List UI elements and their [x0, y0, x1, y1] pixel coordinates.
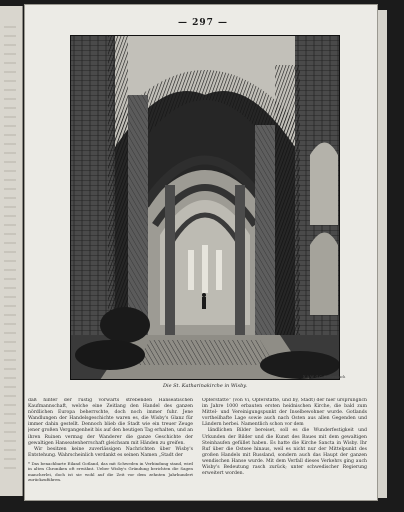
text-column-left	[28, 398, 193, 498]
paragraph: ländlichen Bilder bereiset, soll es die Wunderfestigkeit und Urkunden der Bilder und die Kunst des Baues mit dem gewaltigen Steinhaufen gefüllet haben. Es hatte die Kirche Sancta in Wisby. Ihr Ruf über die Ostsee hinaus, weil es nicht nur der Mittelpunkt des großen Handels mit Russland, sondern auch das Haupt der ganzen wendischen Hanse wurde. Mit dem Verfall dieses Verkehrs ging auch Wisby's Bedeutung rasch zurück; unter schwedischer Regierung erweitert worden.	[202, 428, 367, 477]
engraver-credit: X.A.W. G.C. Ruthenbach	[303, 375, 346, 379]
footnote: * Das benachbarte Eiland Gotland, das mit Schweden in Verbindung stand, wird in alten Chroniken oft erwähnt. Ueber Wisby's Gründung berichten die Sagen mancherlei, doch ist sie wohl auf die Zeit vor dem zehnten Jahrhundert zurückzuführen.	[28, 460, 193, 482]
book-page	[24, 4, 378, 501]
paragraph: Wir besitzen keine zuverlässigen Nachrichten über Wisby's Entstehung. Wahrscheinlich verdankt es seinen Namen „Stadt der	[28, 446, 193, 458]
church-ruin-engraving	[70, 35, 340, 380]
paragraph: Opferstätte“ (von Vi, Opferstätte, und by, Stadt) der hier ursprünglich im Jahre 1000 erbauten ersten heidnischen Kirche, die bald zum Mittel- und Vereinigungspunkt der Inselbewohner wurde. Gotlands vortheilhafte Lage sowie auch nach Osten aus allen Gegenden und Ländern herbei. Namentlich schon vor dem	[202, 398, 367, 428]
paragraph: daß hinter der rüstig vorwärts strebenden Hanseatischen Kaufmannschaft, welche eine Zeitlang den Handel des ganzen nördlichen Europa beherrschte, doch noch immer fuhr. Jene Wandlungen der Handelsgeschichte waren es, die Wisby's Glanz für immer dahin gestellt. Dennoch blieb die Stadt wie ein treuer Zeuge jener großen Vergangenheit bis auf den heutigen Tag erhalten, und an ihren Ruinen vermag der Wanderer die ganze Geschichte der gewaltigen Hanseatenherrschaft gleichsam mit Händen zu greifen.	[28, 398, 193, 446]
previous-page-edge	[0, 6, 23, 496]
text-column-right	[202, 398, 367, 498]
figure-caption: Die St. Katharinakirche in Wisby.	[162, 383, 248, 389]
page-number: — 297 —	[177, 18, 229, 28]
